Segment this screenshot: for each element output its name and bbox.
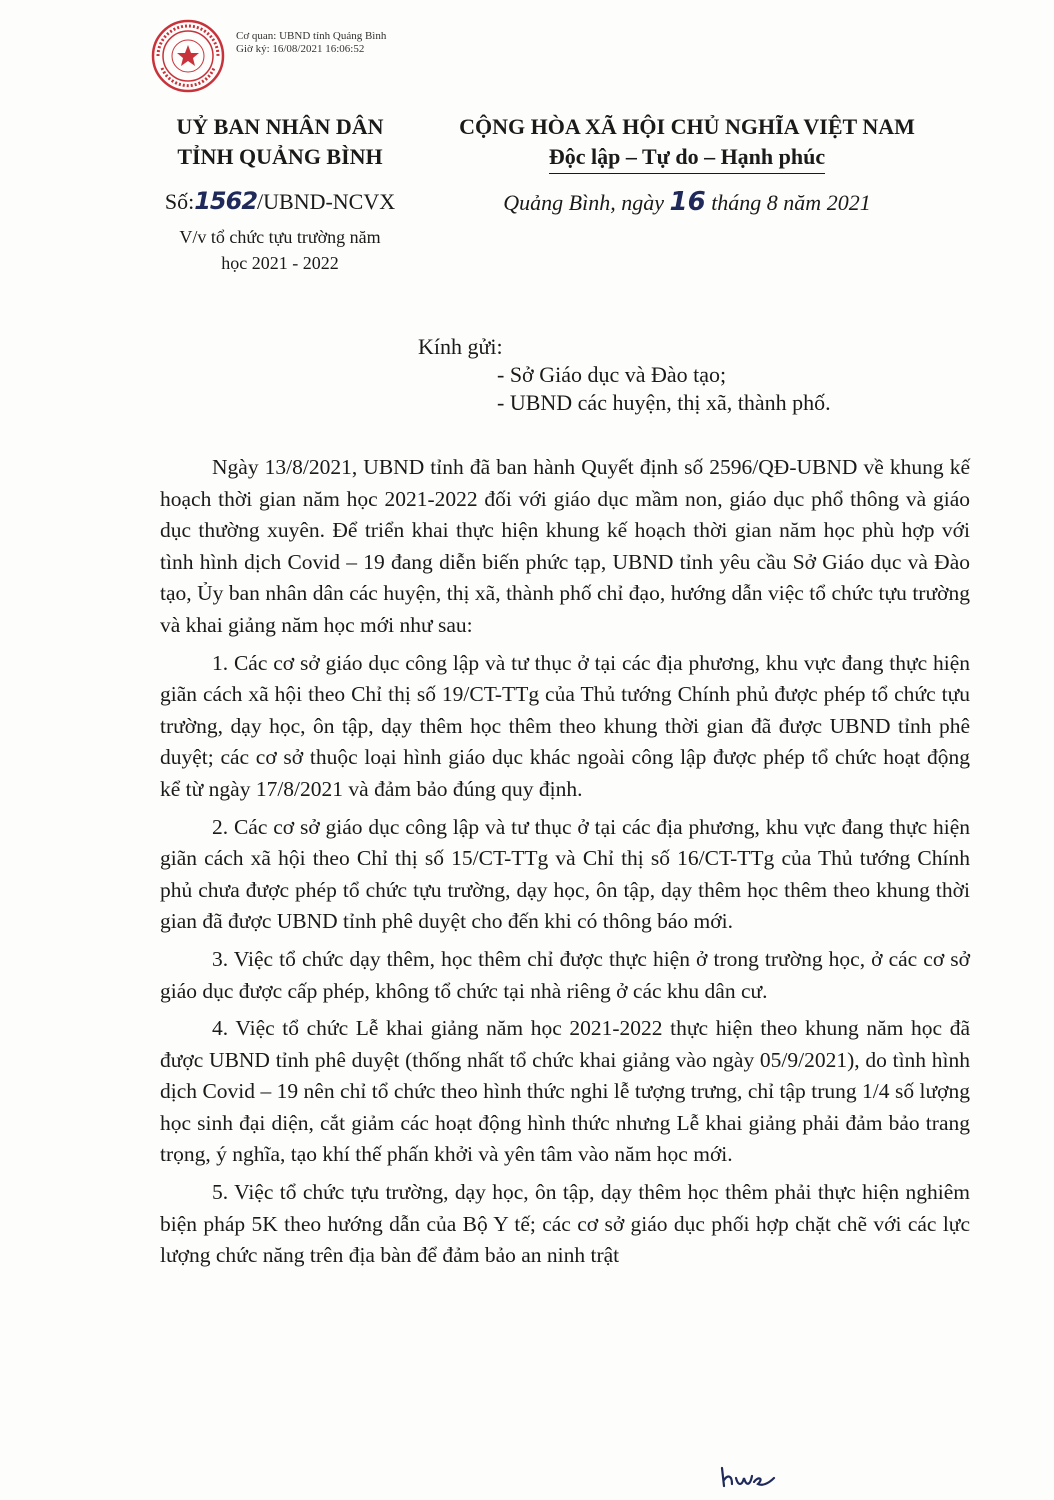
body-paragraph-4: 4. Việc tổ chức Lễ khai giảng năm học 2021-2022 thực hiện theo khung năm học đã được UBND tỉnh phê duyệt (thống nhất tổ chức khai giảng vào ngày 05/9/2021), do tình hình dịch Covid – 19 nên chỉ tổ chức theo hình thức nghi lễ tượng trưng, chỉ tập trung 1/4 số lượng học sinh đại diện, cắt giảm các hoạt động hình thức nhưng Lễ khai giảng phải đảm bảo trang trọng, ý nghĩa, tạo khí thế phấn khởi và yên tâm vào năm học mới. bbox=[160, 1016, 970, 1167]
date-prefix: Quảng Bình, ngày bbox=[503, 190, 670, 215]
issuing-authority bbox=[150, 112, 410, 172]
document-body bbox=[160, 452, 970, 1278]
place-date bbox=[430, 187, 944, 217]
recipients-label: Kính gửi: bbox=[418, 334, 503, 359]
document-number bbox=[150, 187, 410, 215]
date-day-handwritten: 16 bbox=[669, 187, 706, 217]
authority-line-1: UỶ BAN NHÂN DÂN bbox=[176, 114, 384, 139]
signature-agency: Cơ quan: UBND tỉnh Quảng Bình bbox=[236, 30, 387, 42]
doc-number-handwritten: 1562 bbox=[194, 187, 258, 215]
body-paragraph-5: 5. Việc tổ chức tựu trường, dạy học, ôn tập, dạy thêm học thêm phải thực hiện nghiêm biện pháp 5K theo hướng dẫn của Bộ Y tế; các cơ sở giáo dục phối hợp chặt chẽ với các lực lượng chức năng trên địa bàn để đảm bảo an ninh trật bbox=[160, 1180, 970, 1268]
recipient-item: - Sở Giáo dục và Đào tạo; bbox=[497, 362, 727, 387]
subject-line-2: học 2021 - 2022 bbox=[221, 253, 339, 273]
date-suffix: tháng 8 năm 2021 bbox=[705, 190, 871, 215]
authority-line-2: TỈNH QUẢNG BÌNH bbox=[177, 144, 383, 169]
subject-line-1: V/v tổ chức tựu trường năm bbox=[179, 227, 381, 247]
national-header bbox=[430, 112, 944, 174]
signature-time: Giờ ký: 16/08/2021 16:06:52 bbox=[236, 43, 365, 55]
handwritten-initials-icon bbox=[718, 1464, 778, 1492]
body-paragraph-1: 1. Các cơ sở giáo dục công lập và tư thục ở tại các địa phương, khu vực đang thực hiện giãn cách xã hội theo Chỉ thị số 19/CT-TTg của Thủ tướng Chính phủ được phép tổ chức tựu trường, dạy học, ôn tập, dạy thêm học thêm theo khung thời gian đã được UBND tỉnh phê duyệt; các cơ sở thuộc loại hình giáo dục khác ngoài công lập được phép tổ chức hoạt động kể từ ngày 17/8/2021 và đảm bảo đúng quy định. bbox=[160, 650, 970, 801]
national-title: CỘNG HÒA XÃ HỘI CHỦ NGHĨA VIỆT NAM bbox=[459, 114, 915, 139]
official-seal-icon bbox=[150, 18, 226, 94]
recipient-item: - UBND các huyện, thị xã, thành phố. bbox=[497, 390, 831, 415]
body-paragraph-2: 2. Các cơ sở giáo dục công lập và tư thục ở tại các địa phương, khu vực đang thực hiện giãn cách xã hội theo Chỉ thị số 15/CT-TTg và Chỉ thị số 16/CT-TTg của Thủ tướng Chính phủ chưa được phép tổ chức tựu trường, dạy học, ôn tập, dạy thêm học thêm theo khung thời gian đã được UBND tỉnh phê duyệt cho đến khi có thông báo mới. bbox=[160, 814, 970, 934]
digital-signature-info bbox=[236, 30, 386, 56]
document-subject bbox=[150, 224, 410, 276]
doc-number-prefix: Số: bbox=[164, 189, 195, 214]
body-paragraph-3: 3. Việc tổ chức dạy thêm, học thêm chỉ được thực hiện ở trong trường học, ở các cơ sở giáo dục được cấp phép, không tổ chức tại nhà riêng ở các khu dân cư. bbox=[160, 946, 970, 1003]
doc-number-suffix: /UBND-NCVX bbox=[257, 189, 396, 214]
national-motto: Độc lập – Tự do – Hạnh phúc bbox=[549, 142, 825, 174]
body-paragraph-intro: Ngày 13/8/2021, UBND tỉnh đã ban hành Quyết định số 2596/QĐ-UBND về khung kế hoạch thời gian năm học 2021-2022 đối với giáo dục mầm non, giáo dục phổ thông và giáo dục thường xuyên. Để triển khai thực hiện khung kế hoạch thời gian năm học phù hợp với tình hình dịch Covid – 19 đang diễn biến phức tạp, UBND tỉnh yêu cầu Sở Giáo dục và Đào tạo, Ủy ban nhân dân các huyện, thị xã, thành phố chỉ đạo, hướng dẫn việc tổ chức tựu trường và khai giảng năm học mới như sau: bbox=[160, 455, 970, 637]
